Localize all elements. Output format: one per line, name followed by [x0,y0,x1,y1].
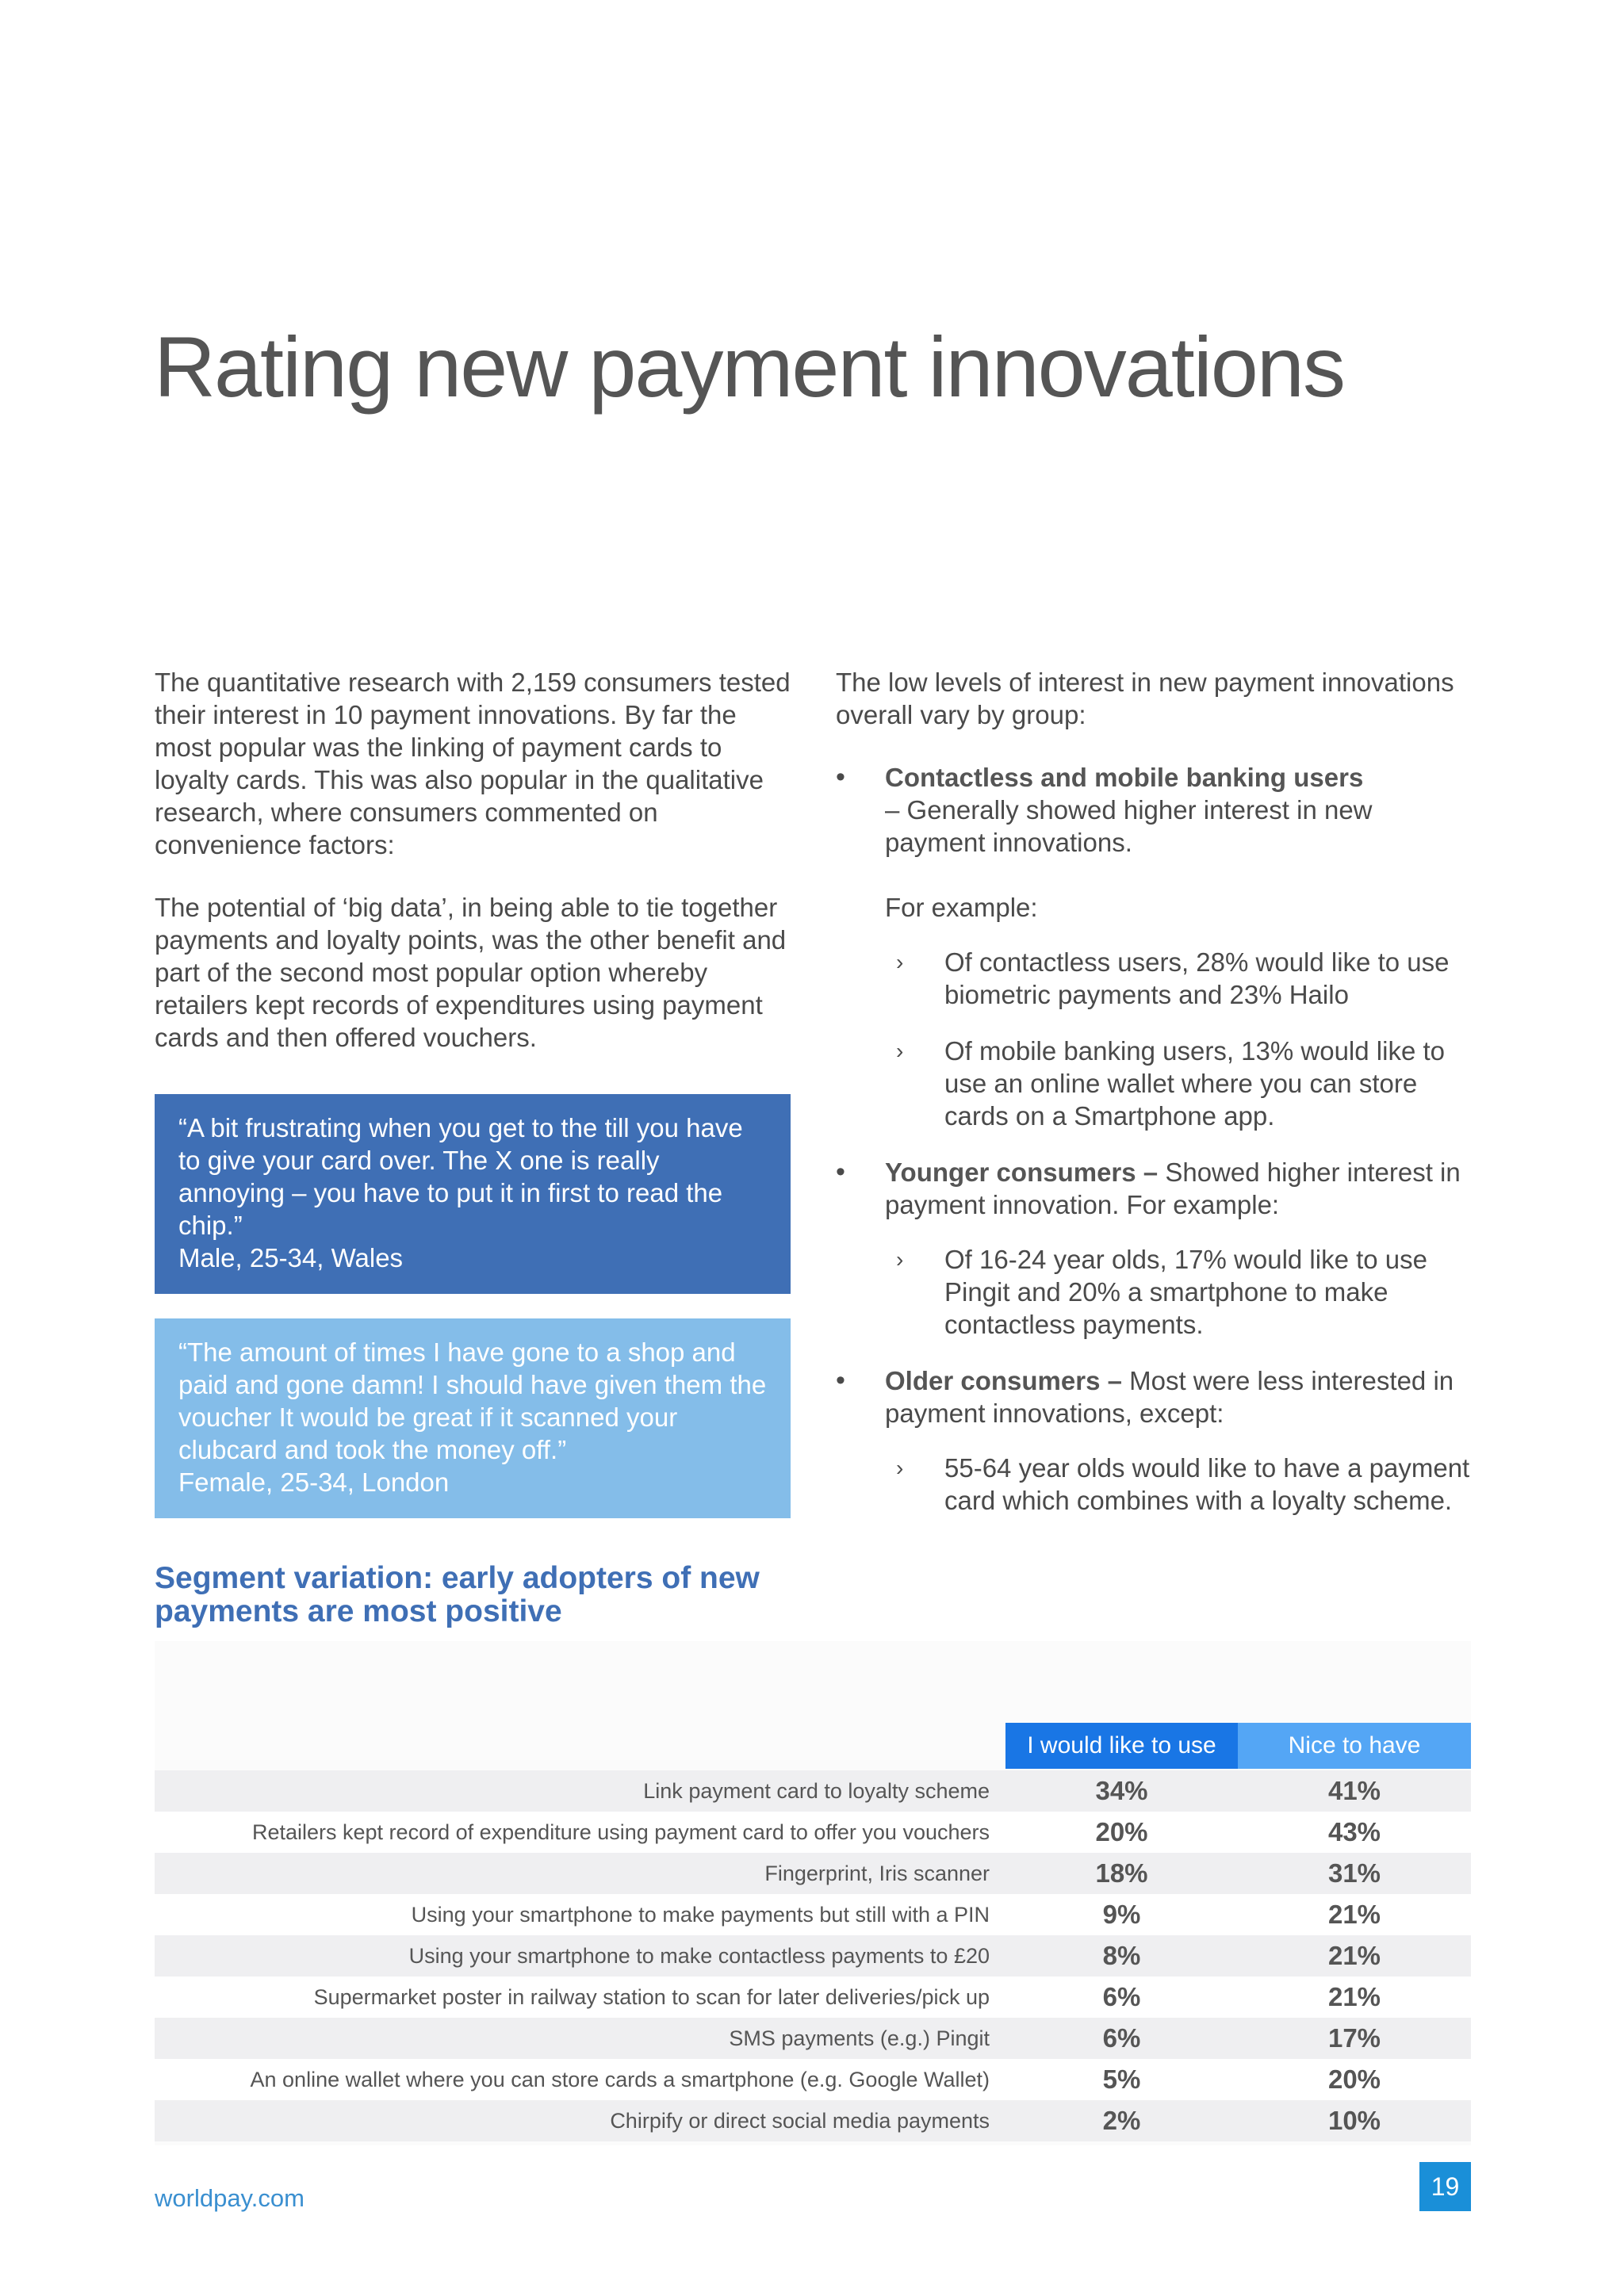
table-row [155,1853,1471,1894]
value-nice-to-have: 10% [1238,2100,1471,2141]
row-label: Chirpify or direct social media payments [155,2100,1005,2141]
table-row [155,1935,1471,1976]
quote-attribution: Female, 25-34, London [178,1468,450,1497]
quote-text: “The amount of times I have gone to a shop and paid and gone damn! I should have given them the voucher It would be great if it scanned your clubcard and took the money off.” [178,1337,767,1464]
header-would-like-to-use: I would like to use [1005,1723,1238,1769]
list-item [836,1364,1478,1517]
value-nice-to-have: 21% [1238,1894,1471,1935]
table-row [155,2100,1471,2141]
value-nice-to-have: 21% [1238,1976,1471,2018]
value-would-like: 18% [1005,1853,1238,1894]
row-label: Supermarket poster in railway station to scan for later deliveries/pick up [155,1976,1005,2018]
row-label: SMS payments (e.g.) Pingit [155,2018,1005,2059]
page-title: Rating new payment innovations [154,319,1344,415]
row-label: Retailers kept record of expenditure using payment card to offer you vouchers [155,1812,1005,1853]
value-would-like: 20% [1005,1812,1238,1853]
table-row [155,2059,1471,2100]
intro-paragraph: The quantitative research with 2,159 consumers tested their interest in 10 payment innovations. By far the most popular was the linking of payment cards to loyalty cards. This was also popular in the qualitative research, where consumers commented on convenience factors: [155,668,791,859]
value-would-like: 34% [1005,1770,1238,1812]
sub-list [885,946,1478,1132]
quote-box-2 [155,1318,791,1518]
sub-list [885,1452,1478,1517]
list-item [836,761,1478,1132]
page-number: 19 [1419,2162,1471,2211]
row-label: Link payment card to loyalty scheme [155,1770,1005,1812]
bullet-icon: • [836,1157,845,1187]
chevron-right-icon: › [896,1039,904,1063]
sub-list-item [885,946,1478,1011]
sub-item-text: Of mobile banking users, 13% would like to use an online wallet where you can store cards on a Smartphone app. [944,1036,1445,1131]
table-row [155,1976,1471,2018]
bullet-text: Showed higher interest in payment innovation. For example: [885,1158,1461,1219]
value-would-like: 5% [1005,2059,1238,2100]
table-row [155,1894,1471,1935]
chevron-right-icon: › [896,1247,904,1272]
value-would-like: 8% [1005,1935,1238,1976]
value-nice-to-have: 20% [1238,2059,1471,2100]
value-nice-to-have: 21% [1238,1935,1471,1976]
value-nice-to-have: 17% [1238,2018,1471,2059]
for-example-label: For example: [885,893,1038,922]
row-label: An online wallet where you can store cards a smartphone (e.g. Google Wallet) [155,2059,1005,2100]
table-row [155,1812,1471,1853]
segment-table [155,1641,1471,2145]
sub-item-text: 55-64 year olds would like to have a payment card which combines with a loyalty scheme. [944,1453,1470,1515]
quote-box-1 [155,1094,791,1294]
chevron-right-icon: › [896,950,904,974]
value-nice-to-have: 31% [1238,1853,1471,1894]
segment-title: Segment variation: early adopters of new payments are most positive [155,1561,760,1628]
row-label: Fingerprint, Iris scanner [155,1853,1005,1894]
sub-list-item [885,1035,1478,1132]
quote-attribution: Male, 25-34, Wales [178,1243,404,1272]
bullet-icon: • [836,1365,845,1395]
bullet-heading: Contactless and mobile banking users [885,763,1364,792]
groups-intro: The low levels of interest in new payment innovations overall vary by group: [836,668,1454,729]
value-would-like: 2% [1005,2100,1238,2141]
value-would-like: 9% [1005,1894,1238,1935]
value-would-like: 6% [1005,2018,1238,2059]
bullet-heading: Younger consumers – [885,1158,1159,1187]
bullet-text: Most were less interested in payment innovations, except: [885,1366,1454,1428]
list-item [836,1156,1478,1341]
row-label: Using your smartphone to make payments but still with a PIN [155,1894,1005,1935]
sub-list-item [885,1243,1478,1341]
sub-list-item [885,1452,1478,1517]
big-data-paragraph: The potential of ‘big data’, in being able to tie together payments and loyalty points, was the other benefit and part of the second most popular option whereby retailers kept records of expenditures using payment cards and then offered vouchers. [155,893,787,1052]
bullet-text: – Generally showed higher interest in new payment innovations. [885,795,1373,857]
sub-item-text: Of contactless users, 28% would like to use biometric payments and 23% Hailo [944,947,1450,1009]
row-label: Using your smartphone to make contactless payments to £20 [155,1935,1005,1976]
value-nice-to-have: 41% [1238,1770,1471,1812]
table-row [155,1770,1471,1812]
bullet-icon: • [836,762,845,792]
data-table [155,1770,1471,2141]
left-column [155,666,797,1084]
table-row [155,2018,1471,2059]
chevron-right-icon: › [896,1456,904,1480]
group-list [836,761,1478,1517]
quote-text: “A bit frustrating when you get to the till you have to give your card over. The X one is really annoying – you have to put it in first to read the chip.” [178,1113,743,1240]
sub-item-text: Of 16-24 year olds, 17% would like to use Pingit and 20% a smartphone to make contactless payments. [944,1245,1428,1339]
right-column [836,666,1478,1540]
value-would-like: 6% [1005,1976,1238,2018]
sub-list [885,1243,1478,1341]
header-nice-to-have: Nice to have [1238,1723,1471,1769]
bullet-heading: Older consumers – [885,1366,1122,1395]
value-nice-to-have: 43% [1238,1812,1471,1853]
footer-link[interactable]: worldpay.com [155,2184,304,2212]
